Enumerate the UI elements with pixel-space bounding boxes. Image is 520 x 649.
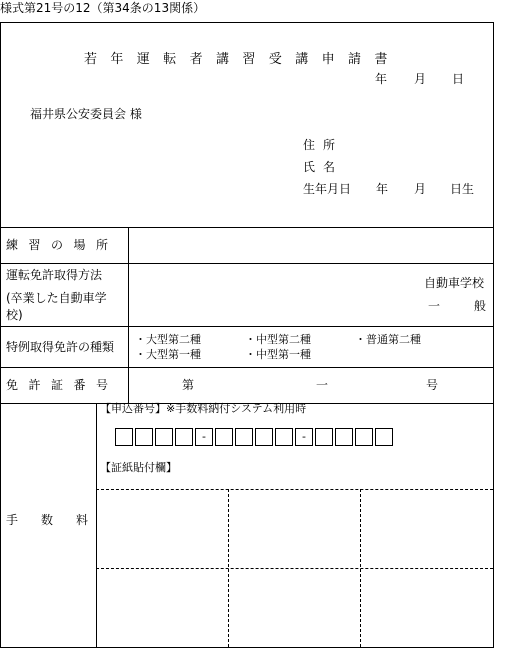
- license-ichi: 一: [316, 378, 329, 392]
- stamp-grid-middle: [96, 568, 493, 569]
- license-label: 免許証番号: [6, 378, 119, 392]
- special-option-5: ・中型第一種: [245, 348, 311, 361]
- app-box-6[interactable]: [235, 428, 253, 446]
- special-option-2: ・中型第二種: [245, 333, 311, 346]
- method-label-line2: (卒業した自動車学: [6, 291, 107, 305]
- date-month: 月: [414, 72, 427, 86]
- row-line-3: [0, 326, 493, 327]
- app-box-8[interactable]: [275, 428, 293, 446]
- app-box-dash-2: -: [295, 428, 313, 446]
- row-line-1: [0, 227, 493, 228]
- frame-right: [493, 22, 494, 648]
- license-dai: 第: [182, 378, 195, 392]
- title-text: 若年運転者講習受講申請書: [84, 52, 401, 67]
- special-option-4: ・大型第一種: [135, 348, 201, 361]
- special-option-3: ・普通第二種: [355, 333, 421, 346]
- address-label: 住所: [303, 138, 344, 152]
- app-box-11[interactable]: [355, 428, 373, 446]
- addressee: 福井県公安委員会 様: [30, 107, 142, 121]
- method-label-line3: 校): [6, 308, 23, 322]
- label-divider-upper: [128, 227, 129, 403]
- form-number: 様式第21号の12（第34条の13関係）: [0, 1, 206, 15]
- app-box-dash-1: -: [195, 428, 213, 446]
- date-day: 日: [452, 72, 465, 86]
- app-box-3[interactable]: [155, 428, 173, 446]
- fee-label: 手数料: [6, 513, 112, 527]
- app-box-2[interactable]: [135, 428, 153, 446]
- method-option-general: 一般: [428, 299, 520, 313]
- method-label-line1: 運転免許取得方法: [6, 268, 103, 282]
- frame-top: [0, 22, 493, 23]
- birth-label: 生年月日: [303, 182, 352, 196]
- app-box-1[interactable]: [115, 428, 133, 446]
- frame-bottom: [0, 647, 493, 648]
- stamp-grid-top: [96, 489, 493, 490]
- app-box-7[interactable]: [255, 428, 273, 446]
- app-box-5[interactable]: [215, 428, 233, 446]
- row-line-4: [0, 367, 493, 368]
- app-box-10[interactable]: [335, 428, 353, 446]
- date-year: 年: [375, 72, 388, 86]
- app-box-12[interactable]: [375, 428, 393, 446]
- application-number-label: 【申込番号】※手数料納付システム利用時: [100, 402, 307, 415]
- license-go: 号: [426, 378, 439, 392]
- frame-left: [0, 22, 1, 648]
- app-box-9[interactable]: [315, 428, 333, 446]
- form-title: [84, 53, 410, 66]
- birth-year: 年: [376, 182, 389, 196]
- name-label: 氏名: [303, 160, 344, 174]
- row-line-2: [0, 263, 493, 264]
- place-label-text: 練習の場所: [6, 238, 119, 252]
- stamp-grid-v1: [228, 489, 229, 647]
- stamp-area-label: 【証紙貼付欄】: [100, 461, 177, 474]
- place-label: [6, 239, 122, 251]
- stamp-grid-v2: [360, 489, 361, 647]
- special-label: 特例取得免許の種類: [6, 340, 115, 354]
- birth-day: 日生: [450, 182, 475, 196]
- special-option-1: ・大型第二種: [135, 333, 201, 346]
- app-box-4[interactable]: [175, 428, 193, 446]
- method-option-school: 自動車学校: [424, 276, 485, 290]
- birth-month: 月: [414, 182, 427, 196]
